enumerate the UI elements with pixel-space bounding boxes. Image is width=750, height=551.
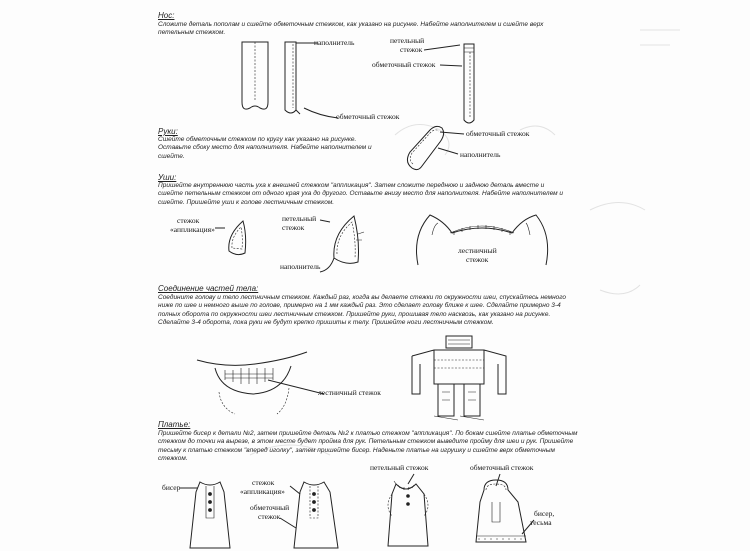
- dress-beads-tape-label-1: бисер,: [534, 509, 555, 518]
- arm-overcast-label: обметочный стежок: [466, 129, 530, 138]
- ear-appl-label-1: стежок: [177, 216, 200, 225]
- head-ladder-label-2: стежок: [466, 255, 489, 264]
- head-ladder-label-1: лестничный: [458, 246, 497, 255]
- doll-body-diagram: [404, 334, 514, 424]
- dress-appl-label-2: «аппликация»: [240, 487, 285, 496]
- arms-instructions: Сшейте обметочным стежком по кругу как указано на рисунке. Оставьте сбоку место для наполнителя. Набейте наполнителем и сшейте.: [158, 136, 372, 160]
- ears-instructions: Пришейте внутреннюю часть уха к внешней стежком "аппликация". Затем сложите переднюю и заднюю деталь вместе и сшейте петельным стежком от одного края уха до другого. Оставьте внизу место для наполнителя. Набейте наполнителем и сшейте. Пришейте уши к голове лестничным стежком.: [158, 182, 563, 206]
- ears-heading: Уши:: [158, 173, 177, 182]
- dress-panel-with-beads: [180, 478, 242, 550]
- nose-flat-piece: [240, 40, 280, 115]
- ear-appl-label-2: «аппликация»: [170, 225, 215, 234]
- arms-heading: Руки:: [158, 127, 178, 136]
- body-instructions: Соедините голову и тело лестничным стежком. Каждый раз, когда вы делаете стежки по окружности шеи, спускайтесь немного ниже по шее и немного выше по голове, примерно на 1 мм каждый раз. Это сделает голову ближе к шее. Сделайте примерно 3-4 полных оборота по окружности шеи лестничным стежком. Пришейте руки, прошивая тело насквозь, как указано на рисунке. Сделайте 3-4 оборота, пока руки не будут крепко пришиты к телу. Пришейте ноги лестничным стежком.: [158, 294, 567, 327]
- dress-front-stitched: [290, 478, 352, 550]
- head-with-ears: [412, 205, 552, 275]
- dress-loop-label: петельный стежок: [370, 463, 429, 472]
- dress-heading: Платье:: [158, 420, 191, 429]
- dress-instructions: Пришейте бисер к детали №2, затем пришейте деталь №2 к платью стежком "аппликация". По бокам сшейте платье обметочным стежком до точки на вырезе, в этом месте будет пройма для рук. Петельным стежком выведите пройму для шеи и рук. Пришейте тесьму к платью стежком "вперед иголку", затем пришейте бисер. Наденьте платье на игрушку и сшейте верх обметочным стежком.: [158, 430, 578, 463]
- nose-pointer-lines: [290, 38, 380, 123]
- dress-beads-label: бисер: [162, 483, 181, 492]
- ear-loop-label-2: стежок: [282, 223, 305, 232]
- nose-loop-label-2: стежок: [400, 45, 423, 54]
- nose-finished-piece: [420, 38, 480, 128]
- dress-loop-stitched: [384, 472, 444, 550]
- nose-overcast-bottom-label: обметочный стежок: [336, 112, 400, 121]
- ear-outer-piece: [320, 212, 375, 274]
- body-heading: Соединение частей тела:: [158, 284, 259, 293]
- nose-loop-label-1: петельный: [390, 36, 425, 45]
- dress-overcast-right-label: обметочный стежок: [470, 463, 534, 472]
- arm-filler-label: наполнитель: [460, 150, 501, 159]
- nose-heading: Нос:: [158, 11, 175, 20]
- dress-appl-label-1: стежок: [252, 478, 275, 487]
- ear-loop-label-1: петельный: [282, 214, 317, 223]
- nose-overcast-right-label: обметочный стежок: [372, 60, 436, 69]
- dress-overcast-label-2: стежок: [258, 512, 281, 521]
- ear-inner-piece: [213, 215, 258, 265]
- ear-filler-label: наполнитель: [280, 262, 321, 271]
- body-ladder-label: лестничный стежок: [318, 388, 381, 397]
- dress-beads-tape-label-2: тесьма: [530, 518, 552, 527]
- nose-instructions: Сложите деталь пополам и сшейте обметочным стежком, как указано на рисунке. Набейте наполнителем и сшейте верх петельным стежком.: [158, 21, 544, 37]
- dress-overcast-label-1: обметочный: [250, 503, 290, 512]
- nose-filler-label: наполнитель: [314, 38, 355, 47]
